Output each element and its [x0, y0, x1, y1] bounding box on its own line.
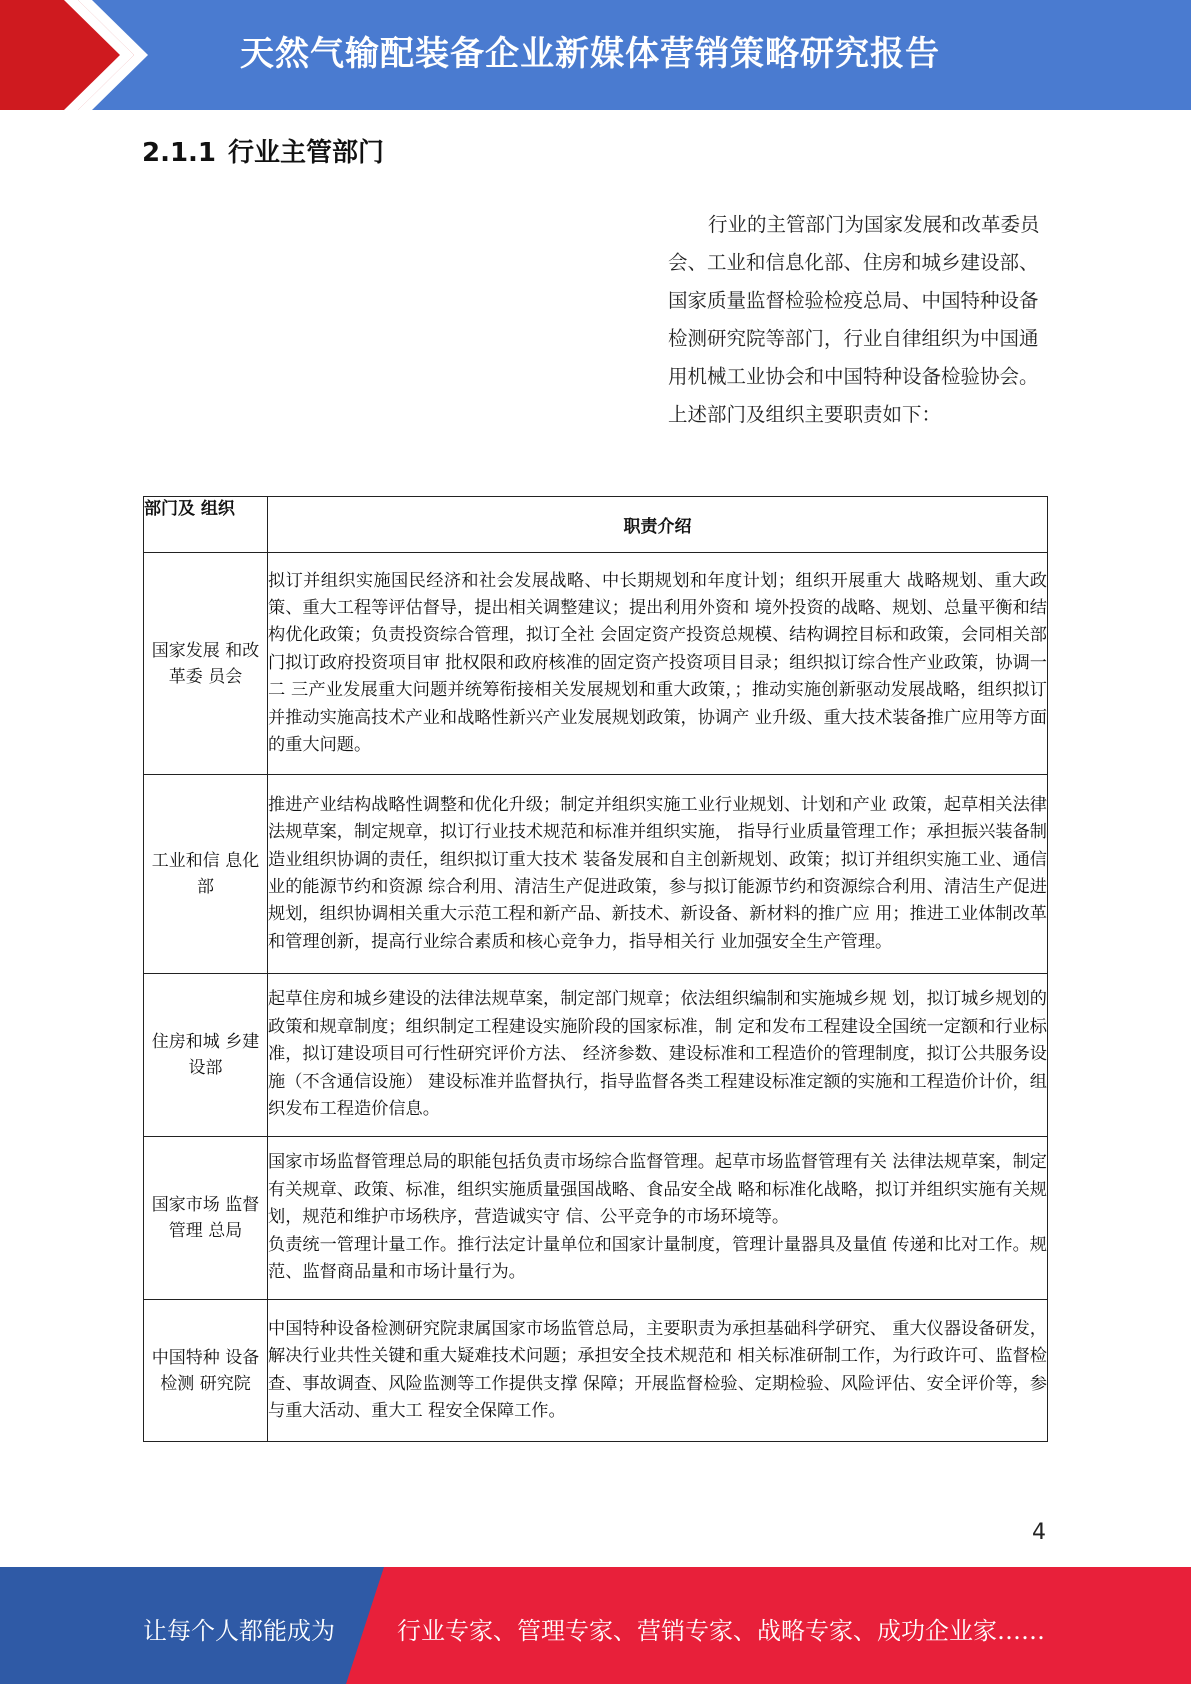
duty-cell: 推进产业结构战略性调整和优化升级；制定并组织实施工业行业规划、计划和产业 政策，起草相关法律法规草案，制定规章，拟订行业技术规范和标准并组织实施， 指导行业质量管理工作；承担振兴装备制造业组织协调的责任，组织拟订重大技术 装备发展和自主创新规划、政策；拟订并组织实施工业、通信业的能源节约和资源 综合利用、清洁生产促进政策，参与拟订能源节约和资源综合利用、清洁生产促进 规划，组织协调相关重大示范工程和新产品、新技术、新设备、新材料的推广应 用；推进工业体制改革和管理创新，提高行业综合素质和核心竞争力，指导相关行 业加强安全生产管理。 — [268, 775, 1048, 974]
duty-paragraph: 负责统一管理计量工作。推行法定计量单位和国家计量制度，管理计量器具及量值 传递和比对工作。规范、监督商品量和市场计量行为。 — [268, 1234, 1047, 1283]
table-header-row — [144, 497, 1048, 553]
header-duty: 职责介绍 — [268, 497, 1048, 553]
document-title: 天然气输配装备企业新媒体营销策略研究报告 — [240, 34, 940, 74]
footer-slogan-left: 让每个人都能成为 — [143, 1617, 335, 1645]
table-row — [144, 974, 1048, 1137]
dept-cell: 国家发展 和改革委 员会 — [144, 553, 268, 775]
dept-cell: 住房和城 乡建设部 — [144, 974, 268, 1137]
section-number: 2.1.1 — [142, 138, 217, 168]
section-heading — [142, 132, 384, 169]
duty-cell: 起草住房和城乡建设的法律法规草案，制定部门规章；依法组织编制和实施城乡规 划，拟订城乡规划的政策和规章制度；组织制定工程建设实施阶段的国家标准，制 定和发布工程建设全国统一定额和行业标准，拟订建设项目可行性研究评价方法、 经济参数、建设标准和工程造价的管理制度，拟订公共服务设施（不含通信设施） 建设标准并监督执行，指导监督各类工程建设标准定额的实施和工程造价计价，组 织发布工程造价信息。 — [268, 974, 1048, 1137]
footer-band — [0, 1567, 1191, 1684]
table-row — [144, 1137, 1048, 1300]
duty-cell: 拟订并组织实施国民经济和社会发展战略、中长期规划和年度计划；组织开展重大 战略规划、重大政策、重大工程等评估督导，提出相关调整建议；提出利用外资和 境外投资的战略、规划、总量平衡和结构优化政策；负责投资综合管理，拟订全社 会固定资产投资总规模、结构调控目标和政策，会同相关部门拟订政府投资项目审 批权限和政府核准的固定资产投资项目目录；组织拟订综合性产业政策，协调一二 三产业发展重大问题并统筹衔接相关发展规划和重大政策，；推动实施创新驱动发展战略，组织拟订并推动实施高技术产业和战略性新兴产业发展规划政策，协调产 业升级、重大技术装备推广应用等方面的重大问题。 — [268, 553, 1048, 775]
dept-cell: 中国特种 设备检测 研究院 — [144, 1300, 268, 1442]
header-band — [0, 0, 1191, 110]
intro-paragraph: 行业的主管部门为国家发展和改革委员会、工业和信息化部、住房和城乡建设部、国家质量监督检验检疫总局、中国特种设备检测研究院等部门，行业自律组织为中国通用机械工业协会和中国特种设备检验协会。上述部门及组织主要职责如下： — [668, 213, 1040, 426]
duty-cell: 中国特种设备检测研究院隶属国家市场监管总局，主要职责为承担基础科学研究、 重大仪器设备研发，解决行业共性关键和重大疑难技术问题；承担安全技术规范和 相关标准研制工作，为行政许可、监督检查、事故调查、风险监测等工作提供支撑 保障；开展监督检验、定期检验、风险评估、安全评价等，参与重大活动、重大工 程安全保障工作。 — [268, 1300, 1048, 1442]
header-dept: 部门及 组织 — [144, 497, 268, 553]
page-number: 4 — [1032, 1520, 1046, 1545]
table-row — [144, 775, 1048, 974]
table-row — [144, 1300, 1048, 1442]
duty-paragraph: 国家市场监督管理总局的职能包括负责市场综合监督管理。起草市场监督管理有关 法律法规草案，制定有关规章、政策、标准，组织实施质量强国战略、食品安全战 略和标准化战略，拟订并组织实施有关规划，规范和维护市场秩序，营造诚实守 信、公平竞争的市场环境等。 — [268, 1152, 1047, 1228]
section-title-text: 行业主管部门 — [228, 138, 385, 168]
footer-slogan-right: 行业专家、管理专家、营销专家、战略专家、成功企业家…… — [397, 1617, 1045, 1645]
dept-cell: 国家市场 监督管理 总局 — [144, 1137, 268, 1300]
department-duties-table — [143, 496, 1048, 1442]
table-row — [144, 553, 1048, 775]
duty-cell — [268, 1137, 1048, 1300]
dept-cell: 工业和信 息化部 — [144, 775, 268, 974]
